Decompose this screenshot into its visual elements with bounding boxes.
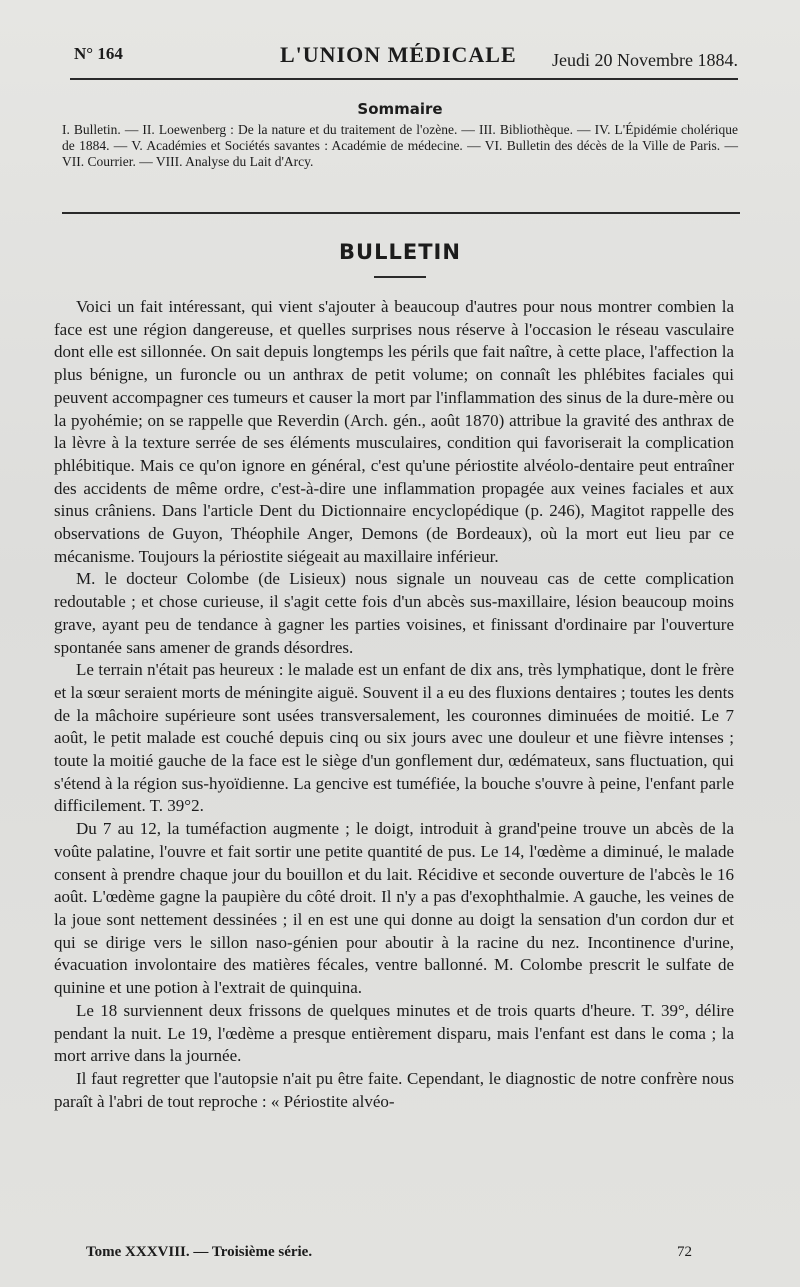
paragraph: M. le docteur Colombe (de Lisieux) nous signale un nouveau cas de cette complication redoutable ; et chose curieuse, il s'agit cette fois d'un abcès sus-maxillaire, lésion beaucoup moins grave, ayant peu de tendance à gagner les parties voisines, et finissant d'ordinaire par l'ouverture spontanée sans amener de grands désordres.	[54, 569, 734, 657]
bulletin-heading: BULLETIN	[339, 240, 461, 264]
volume-info: Tome XXXVIII. — Troisième série.	[86, 1244, 313, 1260]
paragraph: Il faut regretter que l'autopsie n'ait pu être faite. Cependant, le diagnostic de notre confrère nous paraît à l'abri de tout reproche : « Périostite alvéo-	[54, 1068, 734, 1111]
paragraph: Le 18 surviennent deux frissons de quelques minutes et de trois quarts d'heure. T. 39°, délire pendant la nuit. Le 19, l'œdème a presque entièrement disparu, mais l'enfant est dans le coma ; la mort arrive dans la journée.	[54, 1000, 734, 1066]
issue-date: Jeudi 20 Novembre 1884.	[552, 50, 738, 70]
issue-number: N° 164	[74, 44, 123, 63]
journal-title: L'UNION MÉDICALE	[280, 42, 517, 67]
page-number: 72	[677, 1244, 692, 1260]
heading-underline	[374, 276, 426, 278]
paragraph: Le terrain n'était pas heureux : le malade est un enfant de dix ans, très lymphatique, dont le frère et la sœur seraient morts de méningite aiguë. Souvent il a eu des fluxions dentaires ; toutes les dents de la mâchoire supérieure sont usées transversalement, les couronnes diminuées de moitié. Le 7 août, le petit malade est couché depuis cinq ou six jours avec une douleur et une fièvre intenses ; toute la moitié gauche de la face est le siège d'un gonflement dur, œdémateux, sans fluctuation, qui s'étend à la région sus-hyoïdienne. La gencive est tuméfiée, la bouche s'ouvre à peine, l'enfant parle difficilement. T. 39°2.	[54, 660, 734, 816]
paragraph: Du 7 au 12, la tuméfaction augmente ; le doigt, introduit à grand'peine trouve un abcès de la voûte palatine, l'ouvre et fait sortir une petite quantité de pus. Le 14, l'œdème a diminué, le malade consent à prendre chaque jour du bouillon et du lait. Récidive et seconde ouverture de l'abcès le 16 août. L'œdème gagne la paupière du côté droit. Il n'y a pas d'exophthalmie. A gauche, les veines de la joue sont nettement dessinées ; il en est une qui donne au doigt la sensation d'un cordon dur et qui se dirige vers le sillon naso-génien pour aboutir à la racine du nez. Incontinence d'urine, évacuation involontaire des matières fécales, ventre ballonné. M. Colombe prescrit le sulfate de quinine et une potion à l'extrait de quinquina.	[54, 819, 734, 998]
paragraph: Voici un fait intéressant, qui vient s'ajouter à beaucoup d'autres pour nous montrer combien la face est une région dangereuse, et quelles surprises nous réserve à l'occasion le réseau vasculaire dont elle est sillonnée. On sait depuis longtemps les périls que fait naître, à cette place, l'affection la plus bénigne, un furoncle ou un anthrax de petit volume; on connaît les phlébites faciales qui peuvent accompagner ces tumeurs et causer la mort par l'inflammation des sinus de la dure-mère ou la pyohémie; on se rappelle que Reverdin (Arch. gén., août 1870) attribue la gravité des anthrax de la lèvre à la texture serrée de ses éléments musculaires, condition qui favoriserait la complication phlébitique. Mais ce qu'on ignore en général, c'est qu'une périostite alvéolo-dentaire peut entraîner des accidents de même ordre, c'est-à-dire une inflammation propagée aux veines faciales et aux sinus crâniens. Dans l'article Dent du Dictionnaire encyclopédique (p. 246), Magitot rappelle des observations de Guyon, Théophile Anger, Demons (de Bordeaux), où la mort eut lieu par ce mécanisme. Toujours la périostite siégeait au maxillaire inférieur.	[54, 297, 734, 566]
page-header	[70, 38, 738, 80]
summary-text: I. Bulletin. — II. Loewenberg : De la nature et du traitement de l'ozène. — III. Bibliothèque. — IV. L'Épidémie cholérique de 1884. — V. Académies et Sociétés savantes : Académie de médecine. — VI. Bulletin des décès de la Ville de Paris. — VII. Courrier. — VIII. Analyse du Lait d'Arcy.	[62, 122, 738, 169]
summary-title: Sommaire	[357, 100, 443, 118]
section-divider	[62, 212, 740, 214]
article-body	[54, 296, 734, 1113]
